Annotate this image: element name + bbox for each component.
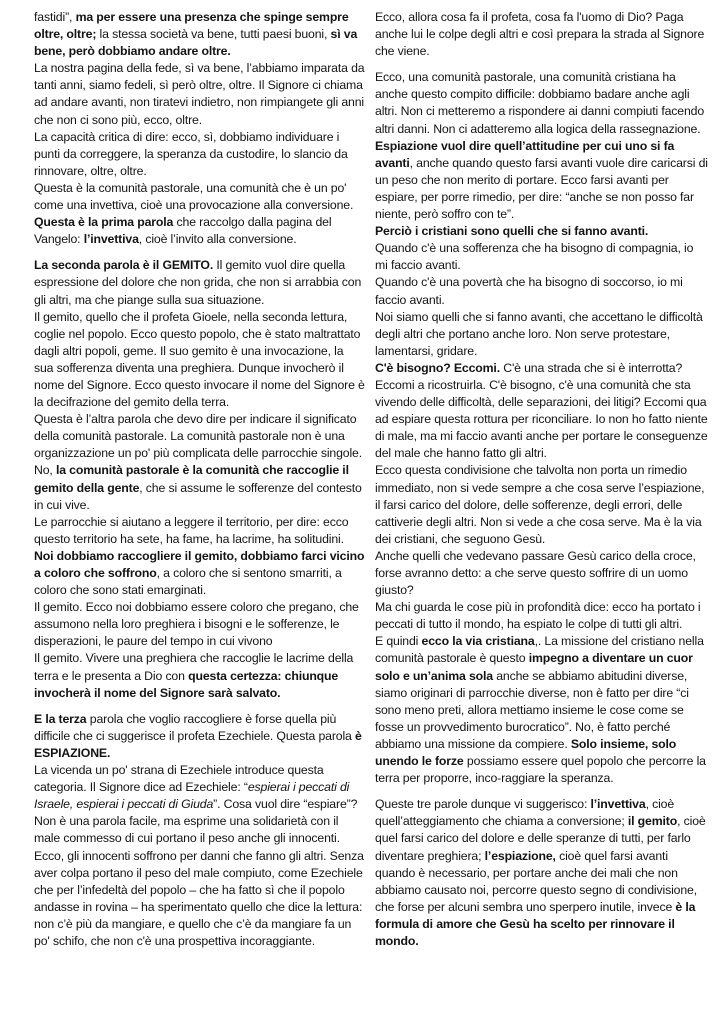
- paragraph: [375, 462, 708, 547]
- bold-text: è la formula di amore che Gesù ha scelto per rinnovare il mondo.: [375, 899, 696, 948]
- text-run: Questa è l’altra parola che devo dire per indicare il significato della comunità pastorale. La comunità pastorale non è una organizzazione un po' più complicata delle parrocchie singole. No,: [34, 412, 363, 478]
- text-run: ”. Cosa vuol dire “espiare”? Non è una parola facile, ma esprime una solidarietà con il male commesso di cui portano il peso anche gli innocenti.: [34, 797, 358, 846]
- text-run: Le parrocchie si aiutano a leggere il territorio, per dire: ecco questo territorio ha sete, ha fame, ha lacrime, ha solitudini.: [34, 514, 349, 546]
- text-run: Quando c'è una sofferenza che ha bisogno di compagnia, io mi faccio avanti.: [375, 241, 694, 273]
- text-run: , anche quando questo farsi avanti vuole dire caricarsi di un peso che non merito di portare. Ecco farsi avanti per espiare, per porre rimedio, per dire: “anche se non posso far niente, però soffro con te”.: [375, 155, 708, 222]
- bold-text: l’espiazione,: [484, 848, 556, 863]
- text-run: , cioè l’invito alla conversione.: [138, 232, 297, 247]
- bold-text: questa certezza: chiunque invocherà il nome del Signore sarà salvato.: [34, 668, 339, 700]
- bold-text: sì va bene, però dobbiamo andare oltre.: [34, 27, 358, 59]
- paragraph: [34, 9, 365, 60]
- text-run: Anche quelli che vedevano passare Gesù carico della croce, forse avranno detto: a che serve questo soffrire di un uomo giusto?: [375, 548, 696, 598]
- text-run: Il gemito. Vivere una preghiera che raccoglie le lacrime della terra e le presenta a Dio con: [34, 651, 354, 683]
- paragraph: [34, 214, 365, 248]
- bold-text: ecco la via cristiana: [421, 634, 535, 649]
- bold-text: la comunità pastorale è la comunità che raccoglie il gemito della gente: [34, 463, 349, 495]
- paragraph: [375, 9, 708, 60]
- paragraph: [375, 633, 708, 787]
- paragraph: [34, 411, 365, 514]
- paragraph: [34, 599, 365, 650]
- text-run: Ecco, una comunità pastorale, una comunità cristiana ha anche questo compito difficile: dobbiamo badare anche agli altri. Non ci metteremo a rispondere ai danni compiuti facendo altri danni. Non ci adatteremo alla logica della rassegnazione.: [375, 70, 705, 136]
- text-run: Il gemito vuol dire quella espressione del dolore che non grida, che non si arrabbia con gli altri, ma che piange sulla sua situazione.: [34, 258, 362, 307]
- bold-text: Perciò i cristiani sono quelli che si fanno avanti.: [375, 224, 649, 239]
- text-run: fastidi”,: [34, 10, 76, 24]
- bold-text: l’invettiva: [83, 232, 139, 247]
- bold-text: Noi dobbiamo raccogliere il gemito, dobbiamo farci vicino a coloro che soffrono: [34, 548, 365, 580]
- text-run: , cioè quel farsi carico del dolore e delle speranze di tutti, per farlo diventare preghiera;: [375, 814, 706, 863]
- paragraph: [375, 138, 708, 223]
- bold-text: Espiazione vuol dire quell’attitudine per cui uno si fa avanti: [375, 138, 675, 170]
- paragraph: [34, 514, 365, 599]
- bold-text: ma per essere una presenza che spinge sempre oltre, oltre;: [34, 10, 349, 42]
- text-run: E quindi: [375, 634, 422, 649]
- bold-text: è ESPIAZIONE.: [34, 728, 362, 760]
- paragraph: [375, 274, 708, 308]
- text-run: Il gemito. Ecco noi dobbiamo essere coloro che pregano, che assumono nella loro preghiera i bisogni e le sofferenze, le disperazioni, le paure del tempo in cui vivono: [34, 600, 359, 649]
- paragraph: [34, 257, 365, 308]
- paragraph: [34, 650, 365, 701]
- paragraph: [34, 711, 365, 762]
- text-run: ,. La missione del cristiano nella comunità pastorale è questo: [375, 634, 704, 666]
- bold-text: C'è bisogno? Eccomi.: [375, 360, 500, 375]
- text-run: , che si assume le sofferenze del contesto in cui vive.: [34, 480, 362, 512]
- paragraph: [375, 360, 708, 463]
- right-text-column: [375, 9, 708, 950]
- text-run: C'è una strada che si è interrotta? Eccomi a ricostruirla. C'è bisogno, c'è una comunità che sta vivendo delle difficoltà, delle separazioni, dei litigi? Eccomi qua ad espiare questa rottura per riconciliare. Io non ho fatto niente di male, ma mi faccio avanti anche per portare le conseguenze del male che hanno fatto gli altri.: [375, 360, 708, 461]
- paragraph: [34, 180, 365, 214]
- text-run: parola che voglio raccogliere è forse quella più difficile che ci suggerisce il profeta Ezechiele. Questa parola: [34, 711, 355, 743]
- text-run: Ecco questa condivisione che talvolta non porta un rimedio immediato, non si vede sempre a che cosa serve l’espiazione, il farsi carico del dolore, delle sofferenze, degli errori, delle cattiverie degli altri. Non si vede a che cosa serve. Ma è la via dei cristiani, che seguono Gesù.: [375, 463, 705, 546]
- paragraph: [34, 848, 365, 951]
- text-run: Il gemito, quello che il profeta Gioele, nella seconda lettura, coglie nel popolo. Ecco questo popolo, che è stato maltrattato dagli altri popoli, geme. Il suo gemito è una invocazione, la sua sofferenza diventa una preghiera. Dunque invocherò il nome del Signore. Ecco questo invocare il nome del Signore è la decifrazione del gemito della terra.: [34, 309, 365, 410]
- text-run: Queste tre parole dunque vi suggerisco:: [375, 797, 591, 812]
- text-run: la stessa società va bene, tutti paesi buoni,: [96, 27, 331, 42]
- left-text-column: [34, 9, 365, 950]
- paragraph: [375, 548, 708, 599]
- text-run: , cioè quell’atteggiamento che chiama a conversione;: [375, 797, 675, 829]
- paragraph: [34, 60, 365, 128]
- text-run: Noi siamo quelli che si fanno avanti, che accettano le difficoltà degli altri che portano anche loro. Non serve protestare, lamentarsi, gridare.: [375, 309, 703, 358]
- text-run: cioè quel farsi avanti quando è necessario, per portare anche dei mali che non abbiamo causato noi, percorre questo segno di condivisione, che forse per alcuni sembra uno sperpero inutile, invece: [375, 848, 698, 914]
- paragraph: [375, 796, 708, 950]
- bold-text: Solo insieme, solo unendo le forze: [375, 736, 677, 769]
- bold-text: impegno a diventare un cuor solo e un’anima sola: [375, 651, 693, 683]
- text-run: Ma chi guarda le cose più in profondità dice: ecco ha portato i peccati di tutto il mondo, ha espiato le colpe di tutti gli altri.: [375, 600, 701, 632]
- paragraph: [375, 599, 708, 633]
- bold-text: Questa è la prima parola: [34, 215, 174, 230]
- text-run: , a coloro che si sentono smarriti, a coloro che sono stati emarginati.: [34, 566, 342, 598]
- paragraph: [34, 309, 365, 412]
- text-run: Ecco, allora cosa fa il profeta, cosa fa l'uomo di Dio? Paga anche lui le colpe degli altri e così prepara la strada al Signore che viene.: [375, 10, 705, 59]
- paragraph: [375, 223, 708, 240]
- bold-text: l’invettiva: [590, 797, 646, 812]
- text-run: Questa è la comunità pastorale, una comunità che è un po' come una invettiva, cioè una provocazione alla conversione.: [34, 180, 354, 213]
- bold-text: E la terza: [34, 711, 87, 726]
- paragraph: [375, 309, 708, 360]
- text-run: La capacità critica di dire: ecco, sì, dobbiamo individuare i punti da correggere, la speranza da custodire, lo slancio da rinnovare, oltre, oltre.: [34, 129, 348, 178]
- paragraph: [375, 69, 708, 137]
- paragraph: [34, 129, 365, 180]
- bold-text: La seconda parola è il GEMITO.: [34, 258, 214, 273]
- text-run: La vicenda un po' strana di Ezechiele introduce questa categoria. Il Signore dice ad Ezechiele: “: [34, 763, 324, 795]
- text-run: Ecco, gli innocenti soffrono per danni che fanno gli altri. Senza aver colpa portano il peso del male compiuto, come Ezechiele che per l’infedeltà del popolo – che ha fatto sì che il popolo andasse in rovina – ha sperimentato quello che dice la lettura: non c’è più da mangiare, e quello che c’è da mangiare fa un po' schifo, che non c'è una prospettiva incoraggiante.: [34, 848, 364, 948]
- text-run: Quando c'è una povertà che ha bisogno di soccorso, io mi faccio avanti.: [375, 275, 683, 307]
- text-run: che raccolgo dalla pagina del Vangelo:: [34, 215, 332, 247]
- paragraph: [34, 762, 365, 847]
- text-run: La nostra pagina della fede, sì va bene, l’abbiamo imparata da tanti anni, siamo fedeli, sì però oltre, oltre. Il Signore ci chiama ad andare avanti, non tiratevi indietro, non rimpiangete gli anni che non ci sono più, ecco, oltre.: [34, 61, 365, 127]
- bold-text: il gemito: [627, 814, 678, 829]
- text-run: anche se abbiamo abitudini diverse, siamo originari di parrocchie diverse, non è fatto per dire “ci sono meno preti, allora mettiamo insieme le cose come se fosse un provvedimento burocratico”. No, è fatto perché abbiamo una missione da compiere.: [375, 668, 689, 751]
- italic-text: espierai i peccati di Israele, espierai i peccati di Giuda: [34, 780, 350, 812]
- paragraph: [375, 240, 708, 274]
- text-run: possiamo essere quel popolo che percorre la terra per proporre, inco-raggiare la speranza.: [375, 754, 706, 786]
